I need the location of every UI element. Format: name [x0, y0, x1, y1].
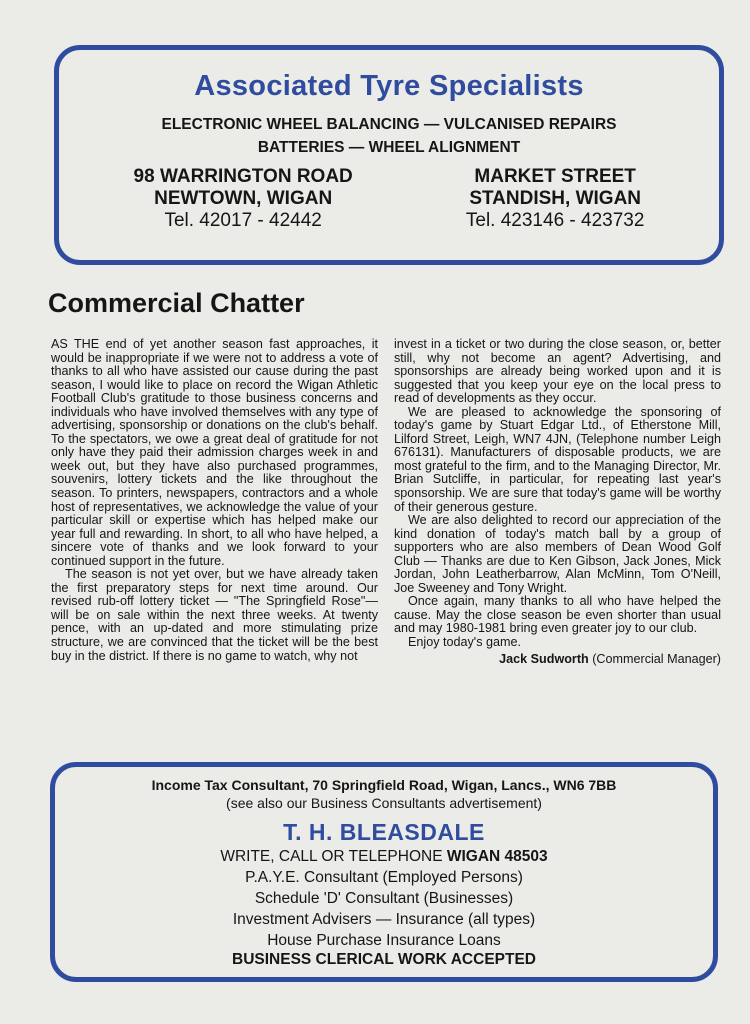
advert-title: Associated Tyre Specialists — [194, 70, 584, 102]
services-line-2: BATTERIES — WHEEL ALIGNMENT — [257, 139, 521, 156]
article-paragraph: We are also delighted to record our appreciation of the kind donation of today's match ball by a group of supporters who are also members of Dean Wood Golf Club — Thanks are due to Ken Gibson, Jack Jones, Mick Jordan, John Leatherbarrow, Alan McMinn, Tom O'Neill, Joe Sweeney and Tony Wright. — [394, 513, 721, 595]
article-paragraph: AS THE end of yet another season fast approaches, it would be inappropriate if we were not to address a vote of thanks to all who have assisted our cause during the past season, I would like to place on record the Wigan Athletic Football Club's gratitude to those business concerns and individuals who have involved themselves with any type of advertising, sponsorship or donations on the club's behalf. To the spectators, we owe a great deal of gratitude for not only have they paid their admission charges week in and week out, but they have also purchased programmes, souvenirs, lottery tickets and the like throughout the season. To printers, newspapers, contractors and a whole host of representatives, we acknowledge the value of your particular skill or expertise which has helped make our year full and rewarding. In short, to all who have helped, a sincere vote of thanks and we look forward to your continued support in the future. — [51, 337, 378, 568]
advert-closing: BUSINESS CLERICAL WORK ACCEPTED — [232, 951, 536, 968]
advert-services — [59, 113, 719, 159]
signature-role: (Commercial Manager) — [592, 651, 721, 666]
address-line-2: NEWTOWN, WIGAN — [154, 188, 333, 209]
bleasdale-advert — [50, 762, 718, 982]
article-paragraph: We are pleased to acknowledge the sponsoring of today's game by Stuart Edgar Ltd., of Etherstone Mill, Lilford Street, Leigh, WN7 4JN, (Telephone number Leigh 676131). Manufacturers of disposable products, we are most grateful to the firm, and to the Managing Director, Mr. Brian Sutcliffe, in particular, for repeating last year's sponsorship. We are sure that today's game will be worthy of their generous gesture. — [394, 404, 721, 514]
address-line-2: STANDISH, WIGAN — [469, 188, 642, 209]
advert-contact — [55, 846, 713, 867]
address-line-1: 98 WARRINGTON ROAD — [133, 166, 353, 187]
article-paragraph: Enjoy today's game. — [408, 635, 522, 650]
telephone-number: Tel. 42017 - 42442 — [164, 210, 322, 231]
advert-address-line: Income Tax Consultant, 70 Springfield Road, Wigan, Lancs., WN6 7BB — [151, 777, 617, 793]
contact-prefix: WRITE, CALL OR TELEPHONE — [220, 848, 447, 865]
address-market-street — [466, 166, 645, 232]
address-warrington-road — [134, 166, 353, 232]
advert-service: Schedule 'D' Consultant (Businesses) — [254, 890, 514, 907]
advert-service: P.A.Y.E. Consultant (Employed Persons) — [245, 869, 523, 886]
tyre-specialists-advert — [54, 45, 724, 265]
advert-see-also: (see also our Business Consultants advertisement) — [226, 795, 542, 811]
advert-service: House Purchase Insurance Loans — [267, 932, 501, 949]
address-line-1: MARKET STREET — [474, 166, 636, 187]
contact-number: WIGAN 48503 — [446, 848, 548, 865]
advert-service: Investment Advisers — Insurance (all types) — [232, 911, 536, 928]
telephone-number: Tel. 423146 - 423732 — [465, 210, 645, 231]
article-signature — [394, 653, 721, 667]
article-heading: Commercial Chatter — [48, 288, 305, 318]
article-column-left — [51, 338, 378, 663]
services-line-1: ELECTRONIC WHEEL BALANCING — VULCANISED REPAIRS — [161, 116, 617, 133]
article-paragraph: Once again, many thanks to all who have helped the cause. May the close season be even shorter than usual and may 1980-1981 bring even greater joy to our club. — [394, 594, 721, 636]
advert-name: T. H. BLEASDALE — [283, 819, 485, 845]
article-paragraph: The season is not yet over, but we have already taken the first preparatory steps for next time around. Our revised rub-off lottery ticket — "The Springfield Rose"—will be on sale within the next three weeks. At twenty pence, with an up-dated and more stimulating prize structure, we are convinced that the ticket will be the best buy in the district. If there is no game to watch, why not — [51, 567, 378, 663]
article-paragraph: invest in a ticket or two during the close season, or, better still, why not become an agent? Advertising, and sponsorships are already being worked upon and it is suggested that you keep your eye on the local press to read of developments as they occur. — [394, 337, 721, 406]
article-column-right — [394, 338, 721, 666]
signature-name: Jack Sudworth — [499, 651, 589, 666]
advert-addresses — [59, 166, 719, 232]
